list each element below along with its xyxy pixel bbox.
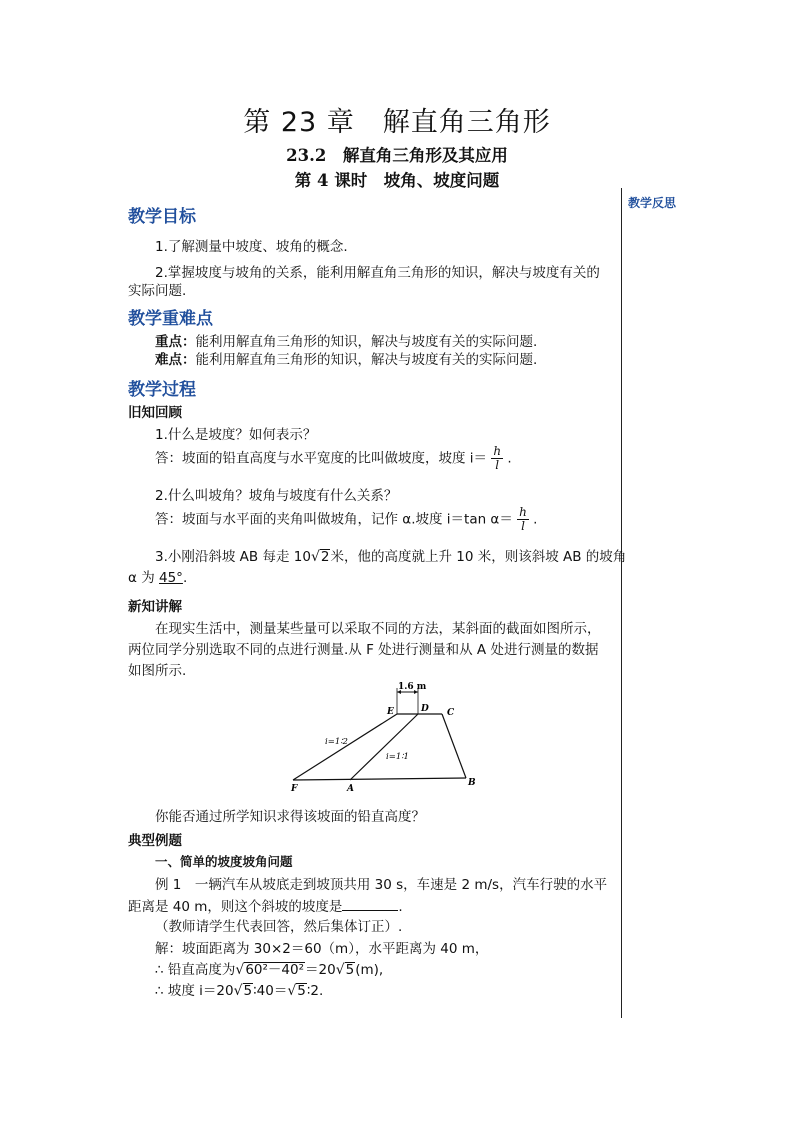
review-q3-part1: 3.小刚沿斜坡 AB 每走 10 [155,549,311,565]
example1-line1: 例 1 一辆汽车从坡底走到坡顶共用 30 s，车速是 2 m/s，汽车行驶的水平 [155,877,608,893]
solution-line2 [155,958,383,978]
review-a2-end: . [533,511,538,528]
reflection-divider [621,188,622,1018]
reflection-label: 教学反思 [628,196,677,210]
key-label: 重点： [155,334,196,350]
sqrt-icon: √ [287,983,297,999]
review-a1-end: . [507,450,512,467]
keypoints-heading: 教学重难点 [128,309,213,329]
fraction-numerator: h [519,505,527,519]
answer-blank [342,898,398,911]
sqrt-radicand: 2 [320,549,330,565]
goal-item-1: 1.了解测量中坡度、坡角的概念. [155,239,348,255]
fraction-denominator: l [521,519,525,533]
sqrt-icon: √ [310,549,320,565]
difficulty-point [155,348,537,368]
review-q3-end: . [182,570,188,586]
key-text: 能利用解直角三角形的知识，解决与坡度有关的实际问题. [195,334,538,350]
sqrt-icon: √ [335,962,345,978]
difficulty-label: 难点： [155,352,196,368]
fraction-h-over-l-2 [517,506,529,533]
lesson-title: 第 4 课时 坡角、坡度问题 [294,171,500,190]
new-paragraph-line1: 在现实生活中，测量某些量可以采取不同的方法，某斜面的截面如图所示， [155,621,601,637]
solution-line3-prefix: ∴ 坡度 i＝20 [155,983,234,999]
slope-mid-label: i=1∶1 [386,752,409,762]
examples-part1: 一、简单的坡度坡角问题 [155,854,293,869]
solution-line3 [155,979,323,999]
fraction-numerator: h [493,444,502,458]
review-a2 [155,506,537,533]
sqrt-radicand: 60²－40² [245,962,304,978]
process-heading: 教学过程 [128,380,196,400]
sqrt-icon: √ [233,983,243,999]
sqrt-radicand: 5 [345,962,355,978]
review-a2-text: 答：坡面与水平面的夹角叫做坡角，记作 α.坡度 i＝tan α＝ [155,511,513,528]
point-A-label: A [347,784,354,794]
sqrt-icon: √ [235,962,245,978]
fraction-h-over-l [491,445,503,472]
example1-line2-text: 距离是 40 m，则这个斜坡的坡度是 [128,899,343,915]
example1-note: （教师请学生代表回答，然后集体订正）. [155,919,403,935]
goals-heading: 教学目标 [128,207,196,227]
review-a1-text: 答：坡面的铅直高度与水平宽度的比叫做坡度，坡度 i＝ [155,450,488,467]
solution-line2-end: (m), [355,962,384,978]
fraction-denominator: l [495,458,500,472]
review-q2: 2.什么叫坡角？坡角与坡度有什么关系？ [155,488,398,504]
examples-heading: 典型例题 [128,833,182,849]
new-paragraph-line2: 两位同学分别选取不同的点进行测量.从 F 处进行测量和从 A 处进行测量的数据 [128,642,599,658]
point-F-label: F [291,784,298,794]
sqrt-radicand: 5 [297,983,306,999]
section-title: 23.2 解直角三角形及其应用 [286,146,508,165]
example1-line2-end: . [398,899,403,915]
point-C-label: C [447,708,455,718]
review-title: 旧知回顾 [128,405,182,421]
sqrt-radicand: 5 [243,983,253,999]
new-paragraph-line3: 如图所示. [128,663,187,679]
solution-line1: 解：坡面距离为 30×2＝60（m），水平距离为 40 m， [155,941,489,957]
figure-question: 你能否通过所学知识求得该坡面的铅直高度？ [155,809,425,825]
chapter-title: 第 23 章 解直角三角形 [243,107,551,138]
solution-line3-end: ∶2. [306,983,324,999]
key-point [155,330,537,350]
width-label: 1.6 m [398,682,427,692]
point-E-label: E [387,707,394,717]
review-q3-part2: 米，他的高度就上升 10 米，则该斜坡 AB 的坡角 [330,549,627,565]
solution-line2-mid: ＝20 [305,962,336,978]
review-q3-line2 [128,566,187,586]
example1-line2 [128,895,403,915]
new-knowledge-title: 新知讲解 [128,599,182,615]
goal-item-2-line2: 实际问题. [128,283,187,299]
solution-line2-prefix: ∴ 铅直高度为 [155,962,236,978]
slope-left-label: i=1∶2 [325,737,348,747]
review-q1: 1.什么是坡度？如何表示？ [155,427,317,443]
difficulty-text: 能利用解直角三角形的知识，解决与坡度有关的实际问题. [195,352,538,368]
review-a1 [155,445,512,472]
trapezoid-figure [280,678,490,796]
point-D-label: D [421,704,429,714]
review-q3-line1 [155,545,626,565]
goal-item-2-line1: 2.掌握坡度与坡角的关系，能利用解直角三角形的知识，解决与坡度有关的 [155,265,600,281]
solution-line3-mid: ∶40＝ [253,983,288,999]
review-q3-answer: 45° [159,570,183,586]
review-q3-prefix: α 为 [128,570,155,586]
point-B-label: B [468,778,476,788]
